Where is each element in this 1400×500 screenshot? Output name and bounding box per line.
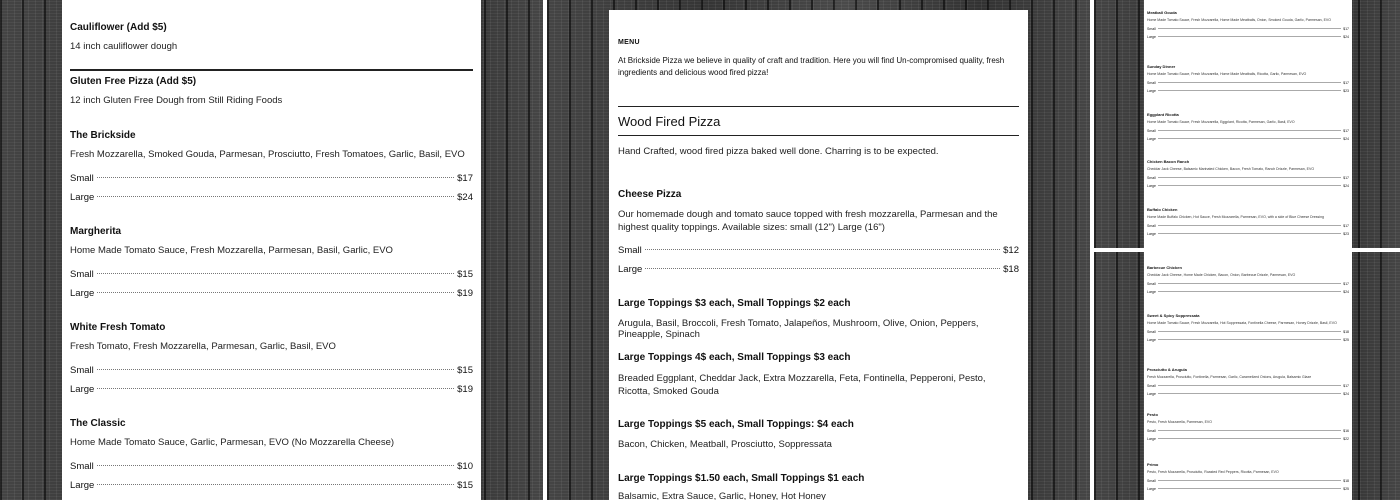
item-desc: Pesto, Fresh Mozzarella, Prosciutto, Roasted Red Peppers, Ricotta, Parmesan, EVO [1147,470,1279,474]
size-label: Large [1147,290,1156,294]
price: $24 [1343,137,1349,141]
price-row-large [618,264,1019,275]
price: $25 [1343,338,1349,342]
price-row-large [1147,487,1349,491]
size-label: Large [1147,487,1156,491]
size-label: Small [1147,81,1156,85]
price-row-small [1147,27,1349,31]
size-label: Large [618,264,643,275]
item-name: Sweet & Spicy Soppressata [1147,313,1200,318]
menu-item [70,76,473,106]
divider [70,69,473,71]
topping-group [618,419,1019,450]
size-label: Large [1147,35,1156,39]
price-row-small [1147,81,1349,85]
price-row-large [1147,137,1349,141]
price: $17 [1343,224,1349,228]
price-row-small [70,461,473,472]
size-label: Small [1147,282,1156,286]
size-label: Small [70,461,94,472]
price: $18 [1343,330,1349,334]
price-row-small [1147,176,1349,180]
menu-panel-left [0,0,543,500]
menu-item [70,130,473,203]
price: $17 [1343,27,1349,31]
price-row-small [70,269,473,280]
menu-panel-right-top [1094,0,1400,248]
item-desc: Fresh Tomato, Fresh Mozzarella, Parmesan, Garlic, Basil, EVO [70,341,336,352]
menu-item [70,22,473,52]
price-row-small [70,365,473,376]
item-name: Cheese Pizza [618,189,682,200]
size-label: Small [618,245,642,256]
item-name: Gluten Free Pizza (Add $5) [70,76,197,87]
price-row-small [1147,224,1349,228]
price: $23 [1343,232,1349,236]
menu-sheet [1144,252,1352,500]
size-label: Large [1147,89,1156,93]
topping-list: Bacon, Chicken, Meatball, Prosciutto, Soppressata [618,439,832,450]
price: $24 [1343,35,1349,39]
item-name: The Brickside [70,130,136,141]
price-row-large [70,288,473,299]
price: $25 [1343,487,1349,491]
item-name: Pesto [1147,412,1158,417]
item-desc: Cheddar Jack Cheese, Home Made Chicken, Bacon, Onion, Barbecue Drizzle, Parmesan, EVO [1147,273,1296,277]
item-name: Primo [1147,462,1159,467]
price: $17 [457,173,473,184]
item-name: Barbecue Chicken [1147,265,1182,270]
menu-item [1147,10,1349,39]
topping-group [618,352,1019,398]
topping-price-title: Large Toppings $3 each, Small Toppings $2 each [618,298,851,309]
item-name: Eggplant Ricotta [1147,112,1179,117]
item-desc: Home Made Buffalo Chicken, Hot Sauce, Fresh Mozzarella, Parmesan, EVO, with a side of Blue Cheese Dressing [1147,215,1324,219]
size-label: Large [1147,437,1156,441]
price: $22 [1343,437,1349,441]
intro-text: At Brickside Pizza we believe in quality of craft and tradition. Here you will find Un-compromised quality, fresh ingredients and delicious wood fired pizza! [618,56,1005,77]
topping-list: Breaded Eggplant, Cheddar Jack, Extra Mozzarella, Feta, Fontinella, Pepperoni, Pesto, Ricotta, Smoked Gouda [618,373,986,397]
item-desc: Fresh Mozzarella, Smoked Gouda, Parmesan, Prosciutto, Fresh Tomatoes, Garlic, Basil, EVO [70,149,465,160]
menu-item [1147,265,1349,294]
price: $24 [1343,184,1349,188]
price-row-small [70,173,473,184]
price-row-small [1147,479,1349,483]
price: $24 [1343,290,1349,294]
size-label: Small [1147,176,1156,180]
menu-item [1147,207,1349,236]
price: $19 [457,288,473,299]
size-label: Small [70,269,94,280]
price: $19 [457,384,473,395]
price: $15 [457,269,473,280]
size-label: Large [1147,232,1156,236]
size-label: Small [1147,129,1156,133]
price-row-small [1147,129,1349,133]
item-name: White Fresh Tomato [70,322,166,333]
item-name: Sunday Dinner [1147,64,1176,69]
item-desc: Home Made Tomato Sauce, Fresh Mozzarella, Parmesan, Basil, Garlic, EVO [70,245,393,256]
item-name: Meatball Gouda [1147,10,1177,15]
price-row-large [1147,338,1349,342]
menu-sheet [1144,0,1352,248]
price-row-small [1147,384,1349,388]
size-label: Small [1147,479,1156,483]
size-label: Small [1147,27,1156,31]
item-name: Margherita [70,226,122,237]
size-label: Small [70,173,94,184]
price-row-small [618,245,1019,256]
price: $17 [1343,129,1349,133]
topping-price-title: Large Toppings $5 each, Small Toppings: $4 each [618,419,854,430]
price-row-large [70,384,473,395]
size-label: Small [70,365,94,376]
price: $18 [1003,264,1019,275]
menu-item [1147,313,1349,342]
menu-item [1147,367,1349,396]
item-name: Buffalo Chicken [1147,207,1178,212]
menu-panel-center [547,0,1090,500]
topping-list: Balsamic, Extra Sauce, Garlic, Honey, Hot Honey [618,491,826,500]
price: $12 [1003,245,1019,256]
menu-sheet [62,0,481,500]
price-row-large [1147,437,1349,441]
size-label: Large [1147,392,1156,396]
item-desc: 14 inch cauliflower dough [70,41,178,52]
price-row-small [1147,282,1349,286]
menu-label: MENU [618,39,640,46]
size-label: Large [1147,184,1156,188]
size-label: Large [70,288,95,299]
section-title: Wood Fired Pizza [618,114,721,129]
size-label: Small [1147,330,1156,334]
price-row-large [1147,35,1349,39]
price: $17 [1343,282,1349,286]
menu-item [70,418,473,491]
size-label: Large [1147,338,1156,342]
divider [618,106,1019,107]
topping-price-title: Large Toppings $1.50 each, Small Toppings $1 each [618,473,865,484]
item-desc: Fresh Mozzarella, Prosciutto, Fontinella, Parmesan, Garlic, Caramelized Onions, Arugula, Balsamic Glaze [1147,375,1312,379]
item-desc: 12 inch Gluten Free Dough from Still Riding Foods [70,95,283,106]
size-label: Large [70,384,95,395]
size-label: Large [70,192,95,203]
menu-sheet [609,10,1028,500]
size-label: Small [1147,429,1156,433]
menu-item [1147,412,1349,441]
menu-item [1147,159,1349,188]
menu-item [1147,462,1349,491]
price: $23 [1343,89,1349,93]
size-label: Small [1147,224,1156,228]
price: $16 [1343,429,1349,433]
section-desc: Hand Crafted, wood fired pizza baked well done. Charring is to be expected. [618,146,939,157]
item-desc: Home Made Tomato Sauce, Fresh Mozzarella, Home Made Meatballs, Onion, Smoked Gouda, Garlic, Parmesan, EVO [1147,18,1331,22]
size-label: Large [70,480,95,491]
price-row-large [1147,89,1349,93]
item-name: The Classic [70,418,126,429]
topping-group [618,473,1019,500]
price: $24 [457,192,473,203]
item-desc: Pesto, Fresh Mozzarella, Parmesan, EVO [1147,420,1212,424]
price-row-small [1147,330,1349,334]
price: $24 [1343,392,1349,396]
price: $10 [457,461,473,472]
item-name: Chicken Bacon Ranch [1147,159,1190,164]
menu-item [1147,64,1349,93]
price: $18 [1343,479,1349,483]
item-desc: Home Made Tomato Sauce, Fresh Mozzarella, Hot Soppressata, Fontinella Cheese, Parmesan, Honey Drizzle, Basil, EVO [1147,321,1337,325]
price-row-large [70,480,473,491]
price-row-small [1147,429,1349,433]
price: $17 [1343,384,1349,388]
menu-item [1147,112,1349,141]
price-row-large [70,192,473,203]
topping-group [618,298,1019,340]
menu-item [70,322,473,395]
price: $15 [457,365,473,376]
item-desc: Home Made Tomato Sauce, Fresh Mozzarella, Eggplant, Ricotta, Parmesan, Garlic, Basil, EVO [1147,120,1295,124]
item-desc: Home Made Tomato Sauce, Fresh Mozzarella, Home Made Meatballs, Ricotta, Garlic, Parmesan, EVO [1147,72,1307,76]
price-row-large [1147,392,1349,396]
price: $17 [1343,81,1349,85]
item-desc: Home Made Tomato Sauce, Garlic, Parmesan, EVO (No Mozzarella Cheese) [70,437,395,448]
divider [618,135,1019,136]
item-desc: Our homemade dough and tomato sauce topped with fresh mozzarella, Parmesan and the highest quality toppings. Available sizes: small (12") Large (16") [618,209,998,233]
menu-panel-right-bottom [1094,252,1400,500]
menu-item [70,226,473,299]
price: $17 [1343,176,1349,180]
size-label: Small [1147,384,1156,388]
price-row-large [1147,232,1349,236]
price-row-large [1147,290,1349,294]
topping-list: Arugula, Basil, Broccoli, Fresh Tomato, Jalapeños, Mushroom, Olive, Onion, Peppers, Pineapple, Spinach [618,318,979,340]
topping-price-title: Large Toppings 4$ each, Small Toppings $3 each [618,352,851,363]
menu-item [618,189,1019,275]
item-desc: Cheddar Jack Cheese, Balsamic Marinated Chicken, Bacon, Fresh Tomato, Ranch Drizzle, Parmesan, EVO [1147,167,1315,171]
item-name: Cauliflower (Add $5) [70,22,167,33]
size-label: Large [1147,137,1156,141]
price: $15 [457,480,473,491]
item-name: Prosciutto & Arugula [1147,367,1187,372]
price-row-large [1147,184,1349,188]
